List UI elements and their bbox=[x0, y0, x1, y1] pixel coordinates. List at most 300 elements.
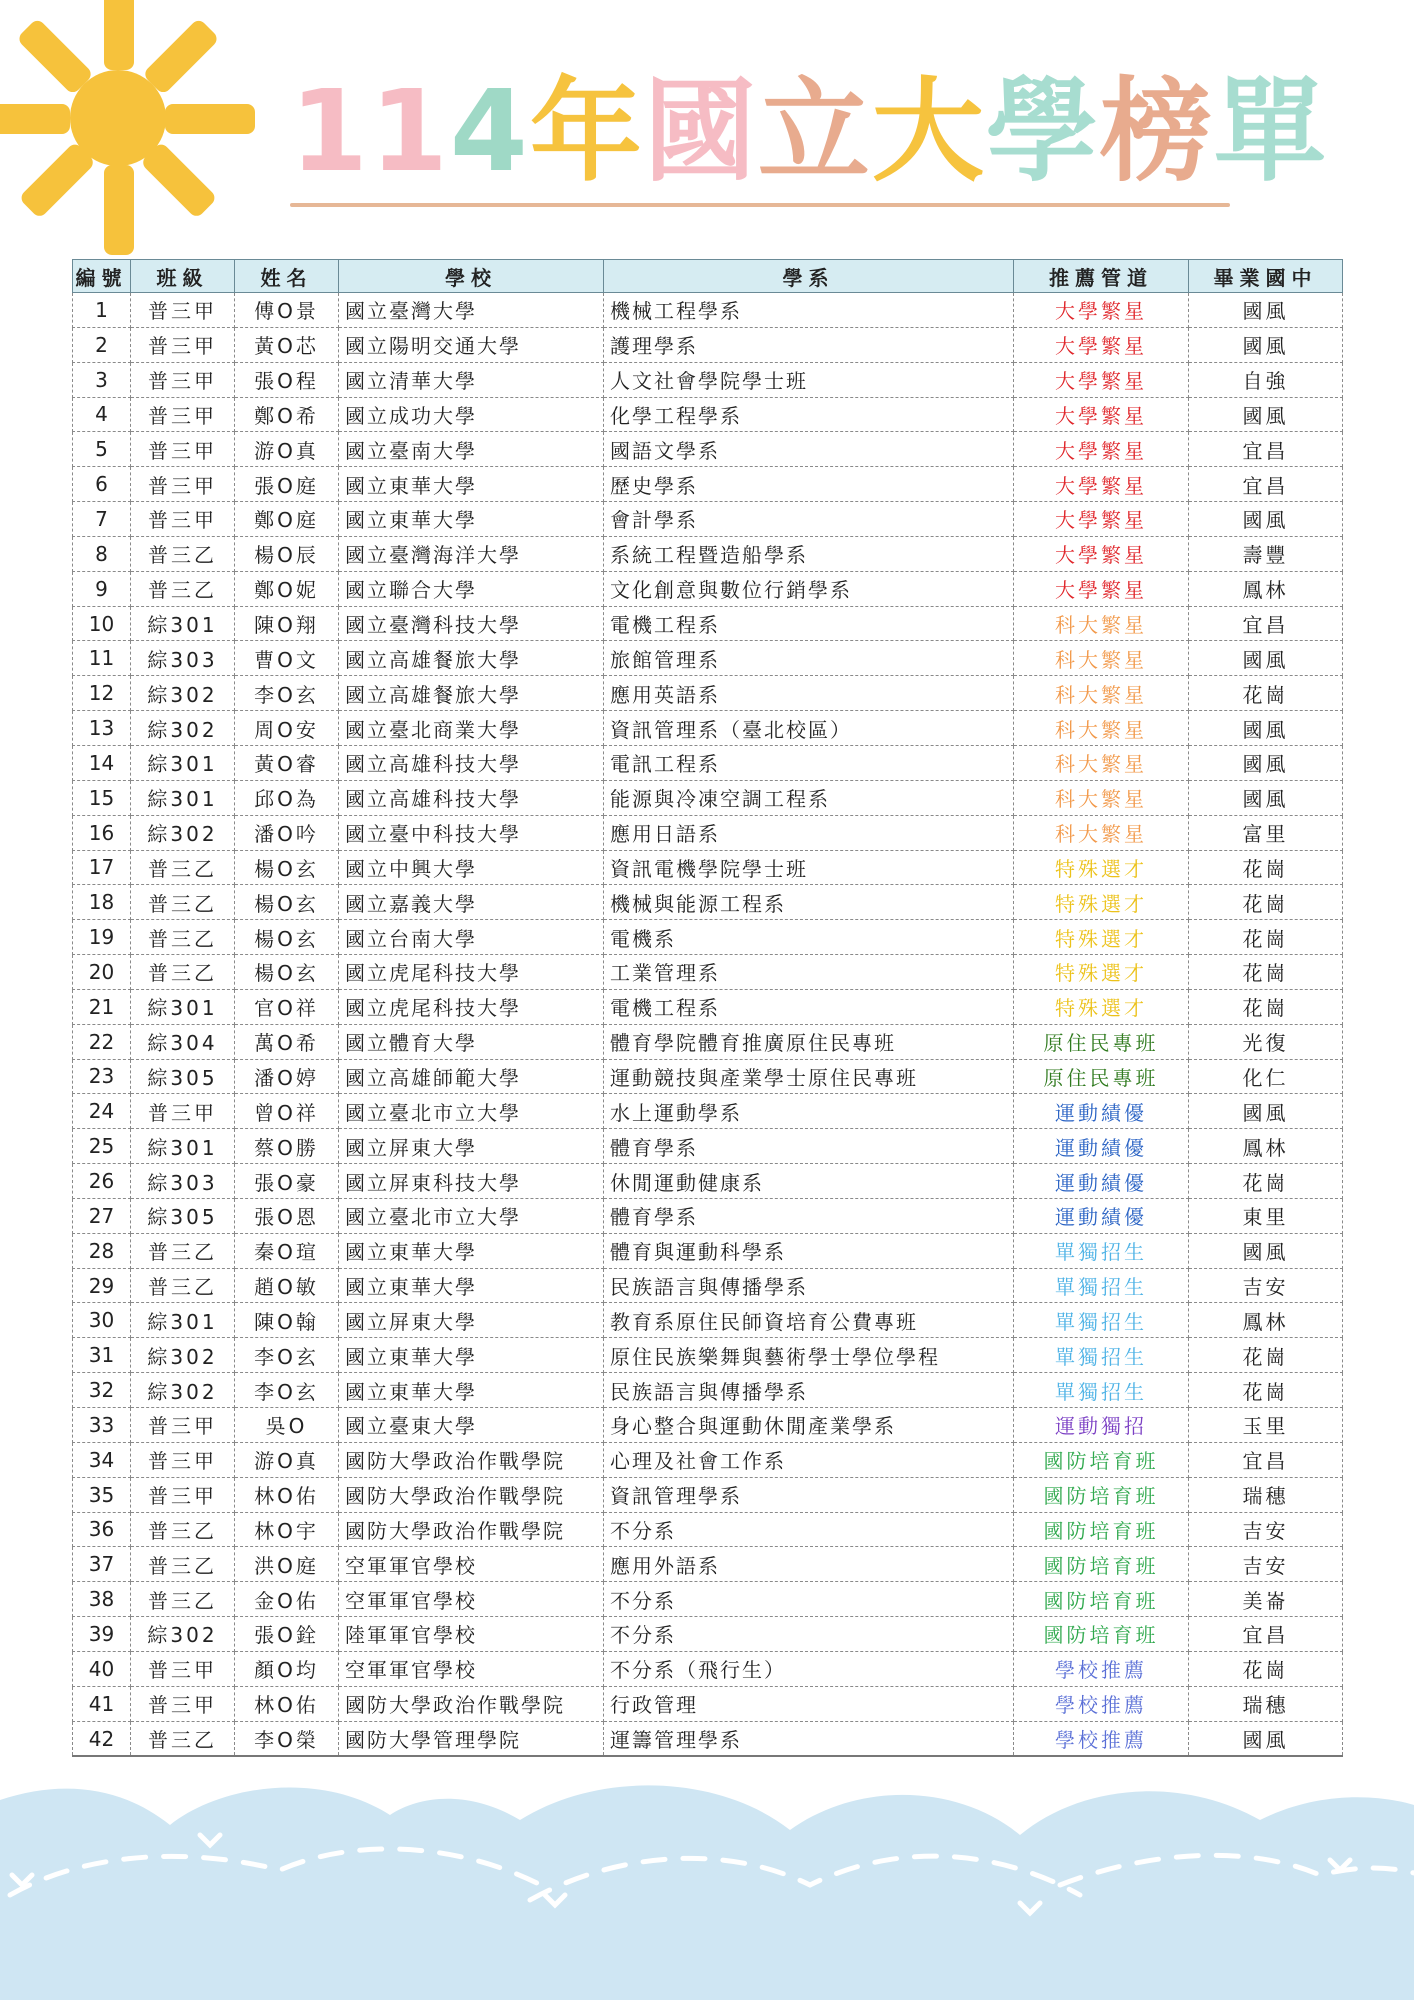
cell-route: 學校推薦 bbox=[1014, 1651, 1189, 1686]
table-row bbox=[73, 536, 1343, 571]
cell-class: 普三甲 bbox=[131, 397, 235, 432]
table-row bbox=[73, 571, 1343, 606]
cell-number: 18 bbox=[73, 885, 131, 920]
cell-name: 張O庭 bbox=[235, 467, 339, 502]
cell-route: 特殊選才 bbox=[1014, 920, 1189, 955]
cell-department: 會計學系 bbox=[604, 502, 1014, 537]
cell-class: 普三乙 bbox=[131, 1233, 235, 1268]
table-row bbox=[73, 850, 1343, 885]
cell-number: 5 bbox=[73, 432, 131, 467]
cell-class: 綜301 bbox=[131, 745, 235, 780]
cell-junior-high: 國風 bbox=[1189, 641, 1343, 676]
cell-number: 3 bbox=[73, 362, 131, 397]
title-char: 立 bbox=[757, 67, 872, 197]
cell-school: 國立清華大學 bbox=[339, 362, 604, 397]
table-row bbox=[73, 989, 1343, 1024]
cell-number: 27 bbox=[73, 1198, 131, 1233]
table-row bbox=[73, 432, 1343, 467]
cell-department: 行政管理 bbox=[604, 1686, 1014, 1721]
cell-school: 國立虎尾科技大學 bbox=[339, 989, 604, 1024]
cell-department: 體育學系 bbox=[604, 1129, 1014, 1164]
cell-junior-high: 宜昌 bbox=[1189, 606, 1343, 641]
cell-junior-high: 壽豐 bbox=[1189, 536, 1343, 571]
cell-number: 30 bbox=[73, 1303, 131, 1338]
cell-department: 不分系 bbox=[604, 1617, 1014, 1652]
cell-route: 科大繁星 bbox=[1014, 606, 1189, 641]
cell-department: 電機工程系 bbox=[604, 989, 1014, 1024]
cell-school: 國立高雄餐旅大學 bbox=[339, 641, 604, 676]
title-char: 榜 bbox=[1099, 67, 1214, 197]
cell-class: 綜305 bbox=[131, 1198, 235, 1233]
cell-route: 單獨招生 bbox=[1014, 1373, 1189, 1408]
admission-list-table bbox=[72, 259, 1343, 1757]
cell-junior-high: 花崗 bbox=[1189, 955, 1343, 990]
cell-department: 歷史學系 bbox=[604, 467, 1014, 502]
cell-school: 國立臺東大學 bbox=[339, 1408, 604, 1443]
cell-name: 張O恩 bbox=[235, 1198, 339, 1233]
cell-name: 楊O玄 bbox=[235, 885, 339, 920]
cell-route: 國防培育班 bbox=[1014, 1512, 1189, 1547]
cell-number: 16 bbox=[73, 815, 131, 850]
table-row bbox=[73, 711, 1343, 746]
page-title bbox=[290, 62, 1328, 202]
title-char: 學 bbox=[985, 67, 1100, 197]
cell-route: 單獨招生 bbox=[1014, 1233, 1189, 1268]
cell-class: 普三甲 bbox=[131, 467, 235, 502]
cell-class: 綜302 bbox=[131, 1617, 235, 1652]
cell-department: 體育與運動科學系 bbox=[604, 1233, 1014, 1268]
cell-junior-high: 花崗 bbox=[1189, 1373, 1343, 1408]
cell-class: 普三乙 bbox=[131, 571, 235, 606]
cell-school: 國立高雄師範大學 bbox=[339, 1059, 604, 1094]
cell-route: 特殊選才 bbox=[1014, 850, 1189, 885]
cell-name: 游O真 bbox=[235, 432, 339, 467]
cell-department: 民族語言與傳播學系 bbox=[604, 1373, 1014, 1408]
cell-route: 國防培育班 bbox=[1014, 1617, 1189, 1652]
cell-junior-high: 瑞穗 bbox=[1189, 1477, 1343, 1512]
cell-department: 工業管理系 bbox=[604, 955, 1014, 990]
cell-class: 普三乙 bbox=[131, 885, 235, 920]
cell-class: 綜303 bbox=[131, 1164, 235, 1199]
table-row bbox=[73, 1233, 1343, 1268]
cell-school: 國防大學政治作戰學院 bbox=[339, 1477, 604, 1512]
cell-name: 吳O bbox=[235, 1408, 339, 1443]
cell-route: 國防培育班 bbox=[1014, 1442, 1189, 1477]
cell-class: 綜301 bbox=[131, 1129, 235, 1164]
cell-junior-high: 鳳林 bbox=[1189, 1129, 1343, 1164]
cell-department: 應用外語系 bbox=[604, 1547, 1014, 1582]
cell-number: 32 bbox=[73, 1373, 131, 1408]
table-row bbox=[73, 1512, 1343, 1547]
cell-class: 普三乙 bbox=[131, 1721, 235, 1756]
cell-name: 鄭O希 bbox=[235, 397, 339, 432]
table-row bbox=[73, 815, 1343, 850]
cell-junior-high: 瑞穗 bbox=[1189, 1686, 1343, 1721]
table-row bbox=[73, 1617, 1343, 1652]
header-number: 編號 bbox=[73, 260, 131, 293]
cell-school: 空軍軍官學校 bbox=[339, 1547, 604, 1582]
cell-department: 電訊工程系 bbox=[604, 745, 1014, 780]
cell-class: 普三乙 bbox=[131, 1512, 235, 1547]
cell-junior-high: 國風 bbox=[1189, 502, 1343, 537]
cell-name: 李O玄 bbox=[235, 1373, 339, 1408]
cell-route: 大學繁星 bbox=[1014, 502, 1189, 537]
cell-junior-high: 吉安 bbox=[1189, 1512, 1343, 1547]
cell-department: 民族語言與傳播學系 bbox=[604, 1268, 1014, 1303]
cell-junior-high: 宜昌 bbox=[1189, 467, 1343, 502]
cell-school: 國立臺北市立大學 bbox=[339, 1094, 604, 1129]
cell-school: 國立臺北市立大學 bbox=[339, 1198, 604, 1233]
cell-route: 運動績優 bbox=[1014, 1129, 1189, 1164]
cell-name: 楊O玄 bbox=[235, 920, 339, 955]
cell-name: 潘O吟 bbox=[235, 815, 339, 850]
cell-school: 空軍軍官學校 bbox=[339, 1582, 604, 1617]
cell-route: 運動獨招 bbox=[1014, 1408, 1189, 1443]
table-row bbox=[73, 1582, 1343, 1617]
cell-junior-high: 光復 bbox=[1189, 1024, 1343, 1059]
cell-school: 國立體育大學 bbox=[339, 1024, 604, 1059]
cell-number: 23 bbox=[73, 1059, 131, 1094]
table-row bbox=[73, 293, 1343, 328]
cell-route: 科大繁星 bbox=[1014, 745, 1189, 780]
cell-department: 能源與冷凍空調工程系 bbox=[604, 780, 1014, 815]
cell-department: 不分系（飛行生） bbox=[604, 1651, 1014, 1686]
cell-class: 普三甲 bbox=[131, 1651, 235, 1686]
cell-number: 1 bbox=[73, 293, 131, 328]
cell-junior-high: 花崗 bbox=[1189, 1651, 1343, 1686]
cell-class: 綜301 bbox=[131, 780, 235, 815]
cell-class: 普三甲 bbox=[131, 327, 235, 362]
cell-name: 萬O希 bbox=[235, 1024, 339, 1059]
cell-name: 傅O景 bbox=[235, 293, 339, 328]
cell-junior-high: 花崗 bbox=[1189, 989, 1343, 1024]
cell-department: 機械與能源工程系 bbox=[604, 885, 1014, 920]
cell-name: 林O佑 bbox=[235, 1686, 339, 1721]
cell-number: 4 bbox=[73, 397, 131, 432]
cell-school: 空軍軍官學校 bbox=[339, 1651, 604, 1686]
cell-department: 水上運動學系 bbox=[604, 1094, 1014, 1129]
cell-junior-high: 東里 bbox=[1189, 1198, 1343, 1233]
cell-department: 原住民族樂舞與藝術學士學位學程 bbox=[604, 1338, 1014, 1373]
cell-junior-high: 鳳林 bbox=[1189, 1303, 1343, 1338]
cell-name: 邱O為 bbox=[235, 780, 339, 815]
cell-route: 大學繁星 bbox=[1014, 362, 1189, 397]
cell-number: 2 bbox=[73, 327, 131, 362]
cell-department: 資訊管理系（臺北校區） bbox=[604, 711, 1014, 746]
cell-name: 林O佑 bbox=[235, 1477, 339, 1512]
cell-name: 鄭O妮 bbox=[235, 571, 339, 606]
cell-name: 楊O玄 bbox=[235, 955, 339, 990]
header-route: 推薦管道 bbox=[1014, 260, 1189, 293]
cell-number: 34 bbox=[73, 1442, 131, 1477]
cell-class: 普三甲 bbox=[131, 1094, 235, 1129]
cell-name: 楊O辰 bbox=[235, 536, 339, 571]
header-school: 學校 bbox=[339, 260, 604, 293]
header-class: 班級 bbox=[131, 260, 235, 293]
cell-junior-high: 吉安 bbox=[1189, 1268, 1343, 1303]
cell-school: 國立臺灣大學 bbox=[339, 293, 604, 328]
cell-junior-high: 國風 bbox=[1189, 397, 1343, 432]
cell-route: 科大繁星 bbox=[1014, 780, 1189, 815]
cell-number: 31 bbox=[73, 1338, 131, 1373]
cell-route: 科大繁星 bbox=[1014, 711, 1189, 746]
cell-class: 普三乙 bbox=[131, 1547, 235, 1582]
cell-school: 國防大學管理學院 bbox=[339, 1721, 604, 1756]
title-char: 4 bbox=[449, 67, 530, 197]
cell-school: 國立高雄餐旅大學 bbox=[339, 676, 604, 711]
cell-school: 國立嘉義大學 bbox=[339, 885, 604, 920]
cell-junior-high: 宜昌 bbox=[1189, 432, 1343, 467]
cell-route: 大學繁星 bbox=[1014, 467, 1189, 502]
cell-route: 大學繁星 bbox=[1014, 536, 1189, 571]
cell-department: 應用日語系 bbox=[604, 815, 1014, 850]
table-row bbox=[73, 1477, 1343, 1512]
table-row bbox=[73, 467, 1343, 502]
cell-school: 國立屏東科技大學 bbox=[339, 1164, 604, 1199]
title-char: 單 bbox=[1213, 67, 1328, 197]
table-row bbox=[73, 606, 1343, 641]
cell-junior-high: 國風 bbox=[1189, 293, 1343, 328]
table-row bbox=[73, 745, 1343, 780]
cell-number: 39 bbox=[73, 1617, 131, 1652]
cell-name: 鄭O庭 bbox=[235, 502, 339, 537]
cell-junior-high: 國風 bbox=[1189, 327, 1343, 362]
cell-department: 人文社會學院學士班 bbox=[604, 362, 1014, 397]
cell-school: 國立屏東大學 bbox=[339, 1303, 604, 1338]
cell-school: 國立臺南大學 bbox=[339, 432, 604, 467]
cell-school: 國立虎尾科技大學 bbox=[339, 955, 604, 990]
cell-name: 曹O文 bbox=[235, 641, 339, 676]
cell-number: 10 bbox=[73, 606, 131, 641]
cell-number: 8 bbox=[73, 536, 131, 571]
cell-route: 國防培育班 bbox=[1014, 1477, 1189, 1512]
cell-route: 單獨招生 bbox=[1014, 1268, 1189, 1303]
cell-name: 陳O翰 bbox=[235, 1303, 339, 1338]
table-row bbox=[73, 1686, 1343, 1721]
cell-route: 科大繁星 bbox=[1014, 641, 1189, 676]
cell-name: 趙O敏 bbox=[235, 1268, 339, 1303]
header-department: 學系 bbox=[604, 260, 1014, 293]
cell-class: 普三甲 bbox=[131, 1477, 235, 1512]
table-row bbox=[73, 397, 1343, 432]
cell-number: 40 bbox=[73, 1651, 131, 1686]
cell-class: 普三乙 bbox=[131, 955, 235, 990]
table-row bbox=[73, 502, 1343, 537]
table-row bbox=[73, 676, 1343, 711]
cell-department: 運籌管理學系 bbox=[604, 1721, 1014, 1756]
cell-junior-high: 國風 bbox=[1189, 780, 1343, 815]
cell-number: 12 bbox=[73, 676, 131, 711]
cell-name: 周O安 bbox=[235, 711, 339, 746]
cell-name: 張O程 bbox=[235, 362, 339, 397]
cell-class: 普三甲 bbox=[131, 1686, 235, 1721]
cell-number: 17 bbox=[73, 850, 131, 885]
cell-name: 曾O祥 bbox=[235, 1094, 339, 1129]
cell-class: 綜301 bbox=[131, 1303, 235, 1338]
cell-class: 綜303 bbox=[131, 641, 235, 676]
table-row bbox=[73, 1303, 1343, 1338]
cell-route: 單獨招生 bbox=[1014, 1303, 1189, 1338]
cell-class: 普三乙 bbox=[131, 1582, 235, 1617]
cell-school: 國立東華大學 bbox=[339, 1268, 604, 1303]
cell-number: 11 bbox=[73, 641, 131, 676]
title-char: 1 bbox=[290, 67, 370, 197]
cell-name: 張O豪 bbox=[235, 1164, 339, 1199]
cell-route: 國防培育班 bbox=[1014, 1547, 1189, 1582]
cell-junior-high: 國風 bbox=[1189, 745, 1343, 780]
cell-route: 學校推薦 bbox=[1014, 1721, 1189, 1756]
cell-junior-high: 化仁 bbox=[1189, 1059, 1343, 1094]
cell-name: 林O宇 bbox=[235, 1512, 339, 1547]
cell-number: 33 bbox=[73, 1408, 131, 1443]
cell-department: 機械工程學系 bbox=[604, 293, 1014, 328]
cell-route: 特殊選才 bbox=[1014, 955, 1189, 990]
cell-name: 洪O庭 bbox=[235, 1547, 339, 1582]
table-row bbox=[73, 327, 1343, 362]
cell-department: 電機系 bbox=[604, 920, 1014, 955]
cell-school: 國立高雄科技大學 bbox=[339, 745, 604, 780]
cell-class: 普三乙 bbox=[131, 536, 235, 571]
cell-junior-high: 宜昌 bbox=[1189, 1442, 1343, 1477]
cell-name: 潘O婷 bbox=[235, 1059, 339, 1094]
cell-school: 國立臺北商業大學 bbox=[339, 711, 604, 746]
cell-name: 金O佑 bbox=[235, 1582, 339, 1617]
cell-department: 資訊管理學系 bbox=[604, 1477, 1014, 1512]
table-row bbox=[73, 1338, 1343, 1373]
cell-junior-high: 吉安 bbox=[1189, 1547, 1343, 1582]
cell-number: 19 bbox=[73, 920, 131, 955]
cell-name: 陳O翔 bbox=[235, 606, 339, 641]
cell-school: 國立陽明交通大學 bbox=[339, 327, 604, 362]
table-header-row bbox=[73, 260, 1343, 293]
cell-junior-high: 花崗 bbox=[1189, 1164, 1343, 1199]
cell-school: 國立臺灣海洋大學 bbox=[339, 536, 604, 571]
cell-junior-high: 自強 bbox=[1189, 362, 1343, 397]
cell-name: 官O祥 bbox=[235, 989, 339, 1024]
cell-school: 國防大學政治作戰學院 bbox=[339, 1512, 604, 1547]
cell-route: 大學繁星 bbox=[1014, 327, 1189, 362]
cell-department: 旅館管理系 bbox=[604, 641, 1014, 676]
cell-number: 36 bbox=[73, 1512, 131, 1547]
cell-route: 特殊選才 bbox=[1014, 989, 1189, 1024]
table-row bbox=[73, 641, 1343, 676]
cell-department: 文化創意與數位行銷學系 bbox=[604, 571, 1014, 606]
cell-route: 運動績優 bbox=[1014, 1198, 1189, 1233]
table-row bbox=[73, 1442, 1343, 1477]
sun-decoration-icon bbox=[0, 0, 300, 280]
cell-number: 24 bbox=[73, 1094, 131, 1129]
title-char: 1 bbox=[369, 67, 450, 197]
cell-number: 13 bbox=[73, 711, 131, 746]
cell-department: 不分系 bbox=[604, 1582, 1014, 1617]
cell-route: 原住民專班 bbox=[1014, 1059, 1189, 1094]
cell-junior-high: 花崗 bbox=[1189, 676, 1343, 711]
cell-name: 黃O芯 bbox=[235, 327, 339, 362]
cell-department: 化學工程學系 bbox=[604, 397, 1014, 432]
cell-class: 普三甲 bbox=[131, 1408, 235, 1443]
cell-name: 李O玄 bbox=[235, 1338, 339, 1373]
cell-department: 休閒運動健康系 bbox=[604, 1164, 1014, 1199]
cell-class: 綜302 bbox=[131, 711, 235, 746]
cell-junior-high: 花崗 bbox=[1189, 1338, 1343, 1373]
cell-route: 大學繁星 bbox=[1014, 397, 1189, 432]
cell-route: 科大繁星 bbox=[1014, 676, 1189, 711]
header-name: 姓名 bbox=[235, 260, 339, 293]
cell-class: 綜301 bbox=[131, 606, 235, 641]
cell-route: 國防培育班 bbox=[1014, 1582, 1189, 1617]
cell-number: 14 bbox=[73, 745, 131, 780]
cell-junior-high: 鳳林 bbox=[1189, 571, 1343, 606]
cell-class: 普三甲 bbox=[131, 293, 235, 328]
cell-name: 游O真 bbox=[235, 1442, 339, 1477]
cell-name: 秦O瑄 bbox=[235, 1233, 339, 1268]
cell-route: 原住民專班 bbox=[1014, 1024, 1189, 1059]
cell-school: 國立高雄科技大學 bbox=[339, 780, 604, 815]
title-char: 大 bbox=[871, 67, 986, 197]
table-row bbox=[73, 1373, 1343, 1408]
title-char: 國 bbox=[643, 67, 758, 197]
cell-department: 教育系原住民師資培育公費專班 bbox=[604, 1303, 1014, 1338]
cell-school: 國立東華大學 bbox=[339, 467, 604, 502]
table-row bbox=[73, 1129, 1343, 1164]
clouds-decoration bbox=[0, 1775, 1414, 2000]
header-junior-high: 畢業國中 bbox=[1189, 260, 1343, 293]
cell-department: 運動競技與產業學士原住民專班 bbox=[604, 1059, 1014, 1094]
cell-class: 綜302 bbox=[131, 1338, 235, 1373]
cell-department: 國語文學系 bbox=[604, 432, 1014, 467]
cell-junior-high: 花崗 bbox=[1189, 850, 1343, 885]
cell-school: 國立東華大學 bbox=[339, 1233, 604, 1268]
cell-school: 國立東華大學 bbox=[339, 502, 604, 537]
cell-class: 普三甲 bbox=[131, 432, 235, 467]
cell-route: 運動績優 bbox=[1014, 1164, 1189, 1199]
cell-class: 普三甲 bbox=[131, 362, 235, 397]
cell-school: 國立台南大學 bbox=[339, 920, 604, 955]
table-row bbox=[73, 1651, 1343, 1686]
cell-route: 科大繁星 bbox=[1014, 815, 1189, 850]
cell-junior-high: 國風 bbox=[1189, 711, 1343, 746]
table-row bbox=[73, 1408, 1343, 1443]
cell-name: 顏O均 bbox=[235, 1651, 339, 1686]
cell-number: 29 bbox=[73, 1268, 131, 1303]
cell-route: 大學繁星 bbox=[1014, 432, 1189, 467]
cell-department: 心理及社會工作系 bbox=[604, 1442, 1014, 1477]
cell-school: 國立臺灣科技大學 bbox=[339, 606, 604, 641]
cell-department: 不分系 bbox=[604, 1512, 1014, 1547]
cell-class: 綜302 bbox=[131, 676, 235, 711]
table-row bbox=[73, 780, 1343, 815]
cell-class: 普三乙 bbox=[131, 850, 235, 885]
table-row bbox=[73, 920, 1343, 955]
cell-number: 15 bbox=[73, 780, 131, 815]
table-row bbox=[73, 1547, 1343, 1582]
table-body bbox=[73, 293, 1343, 1757]
cell-class: 綜302 bbox=[131, 815, 235, 850]
cell-name: 黃O睿 bbox=[235, 745, 339, 780]
cell-name: 張O銓 bbox=[235, 1617, 339, 1652]
table-row bbox=[73, 1198, 1343, 1233]
cell-school: 國防大學政治作戰學院 bbox=[339, 1442, 604, 1477]
cell-school: 國立臺中科技大學 bbox=[339, 815, 604, 850]
cell-junior-high: 花崗 bbox=[1189, 885, 1343, 920]
cell-junior-high: 富里 bbox=[1189, 815, 1343, 850]
cell-route: 學校推薦 bbox=[1014, 1686, 1189, 1721]
table-row bbox=[73, 1164, 1343, 1199]
cell-class: 綜301 bbox=[131, 989, 235, 1024]
cell-department: 應用英語系 bbox=[604, 676, 1014, 711]
cell-route: 大學繁星 bbox=[1014, 293, 1189, 328]
cell-junior-high: 美崙 bbox=[1189, 1582, 1343, 1617]
